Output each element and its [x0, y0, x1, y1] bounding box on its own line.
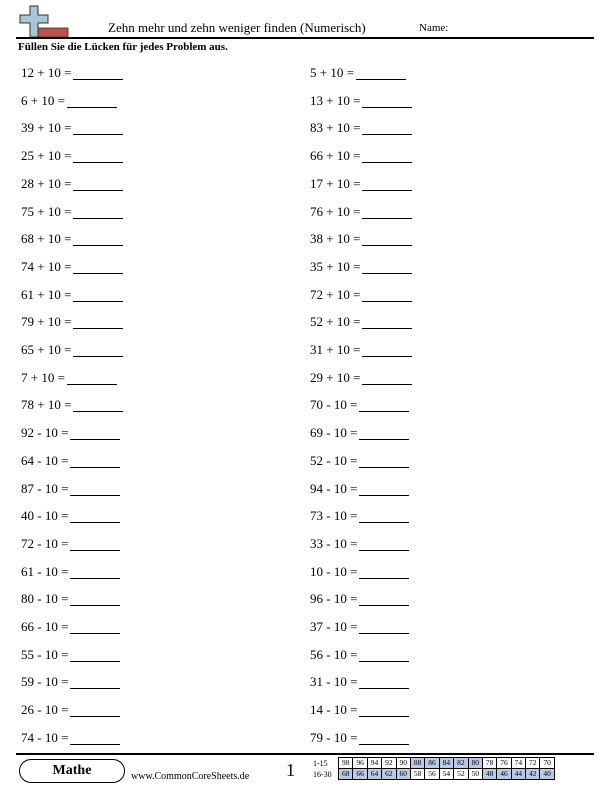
answer-blank[interactable] — [362, 343, 412, 357]
problem-equation: 7 + 10 = — [21, 369, 65, 385]
answer-blank[interactable] — [356, 66, 406, 80]
answer-blank[interactable] — [70, 537, 120, 551]
answer-blank[interactable] — [362, 315, 412, 329]
problem-equation: 39 + 10 = — [21, 120, 72, 136]
score-cell: 76 — [497, 758, 511, 769]
problem-item — [21, 426, 120, 440]
problem-item — [21, 149, 123, 163]
problem-equation: 29 + 10 = — [310, 369, 361, 385]
problem-item — [310, 260, 412, 274]
problem-item — [21, 675, 120, 689]
score-cell: 80 — [468, 758, 482, 769]
problem-equation: 61 - 10 = — [21, 563, 69, 579]
problem-equation: 68 + 10 = — [21, 231, 72, 247]
problem-item — [310, 149, 412, 163]
answer-blank[interactable] — [362, 371, 412, 385]
problem-equation: 75 + 10 = — [21, 203, 72, 219]
problem-equation: 17 + 10 = — [310, 175, 361, 191]
problem-item — [21, 260, 123, 274]
problem-equation: 87 - 10 = — [21, 480, 69, 496]
answer-blank[interactable] — [359, 731, 409, 745]
score-cell: 42 — [526, 769, 540, 780]
problem-equation: 25 + 10 = — [21, 148, 72, 164]
problem-item — [310, 232, 412, 246]
score-cell: 96 — [353, 758, 367, 769]
answer-blank[interactable] — [70, 592, 120, 606]
problem-item — [21, 94, 117, 108]
answer-blank[interactable] — [73, 205, 123, 219]
problem-equation: 92 - 10 = — [21, 425, 69, 441]
worksheet-title: Zehn mehr und zehn weniger finden (Numerisch) — [108, 20, 366, 35]
answer-blank[interactable] — [362, 288, 412, 302]
problem-equation: 61 + 10 = — [21, 286, 72, 302]
answer-blank[interactable] — [362, 260, 412, 274]
problem-item — [310, 371, 412, 385]
problem-equation: 76 + 10 = — [310, 203, 361, 219]
problem-equation: 26 - 10 = — [21, 702, 69, 718]
problem-item — [310, 482, 409, 496]
score-cell: 62 — [382, 769, 396, 780]
problem-item — [310, 398, 409, 412]
score-cell: 46 — [497, 769, 511, 780]
score-cell: 64 — [367, 769, 381, 780]
score-cell: 50 — [468, 769, 482, 780]
problem-equation: 28 + 10 = — [21, 175, 72, 191]
score-cell: 60 — [396, 769, 410, 780]
problem-item — [21, 454, 120, 468]
problem-item — [310, 315, 412, 329]
problem-equation: 94 - 10 = — [310, 480, 358, 496]
answer-blank[interactable] — [359, 620, 409, 634]
problem-equation: 10 - 10 = — [310, 563, 358, 579]
problem-item — [21, 537, 120, 551]
answer-blank[interactable] — [73, 260, 123, 274]
problem-equation: 72 + 10 = — [310, 286, 361, 302]
score-cell: 56 — [425, 769, 439, 780]
answer-blank[interactable] — [359, 703, 409, 717]
answer-blank[interactable] — [362, 205, 412, 219]
problem-item — [310, 703, 409, 717]
answer-blank[interactable] — [73, 66, 123, 80]
problem-equation: 35 + 10 = — [310, 258, 361, 274]
answer-blank[interactable] — [70, 509, 120, 523]
answer-blank[interactable] — [362, 149, 412, 163]
problem-item — [21, 592, 120, 606]
site-url: www.CommonCoreSheets.de — [131, 771, 250, 782]
problem-equation: 38 + 10 = — [310, 231, 361, 247]
answer-blank[interactable] — [67, 371, 117, 385]
answer-blank[interactable] — [359, 592, 409, 606]
problem-equation: 78 + 10 = — [21, 397, 72, 413]
score-cell: 54 — [439, 769, 453, 780]
answer-blank[interactable] — [359, 565, 409, 579]
problem-item — [21, 66, 123, 80]
name-label: Name: — [419, 22, 449, 34]
score-cell: 48 — [482, 769, 496, 780]
problem-item — [310, 426, 409, 440]
score-key-row — [339, 758, 555, 769]
problem-item — [21, 205, 123, 219]
problem-item — [310, 537, 409, 551]
problem-item — [21, 288, 123, 302]
problem-item — [310, 66, 406, 80]
problem-equation: 52 + 10 = — [310, 314, 361, 330]
answer-blank[interactable] — [73, 232, 123, 246]
problem-equation: 31 + 10 = — [310, 342, 361, 357]
score-cell: 40 — [540, 769, 554, 780]
problem-item — [21, 343, 123, 357]
problem-equation: 55 - 10 = — [21, 646, 69, 662]
problem-item — [310, 288, 412, 302]
problem-equation: 33 - 10 = — [310, 535, 358, 551]
problem-equation: 72 - 10 = — [21, 535, 69, 551]
score-range-1: 1-15 — [313, 759, 328, 768]
problem-equation: 14 - 10 = — [310, 702, 358, 718]
problem-item — [21, 703, 120, 717]
answer-blank[interactable] — [70, 426, 120, 440]
answer-blank[interactable] — [359, 454, 409, 468]
footer-divider — [16, 753, 594, 755]
problem-item — [21, 565, 120, 579]
page-number: 1 — [286, 760, 295, 780]
problem-equation: 69 - 10 = — [310, 425, 358, 441]
answer-blank[interactable] — [359, 509, 409, 523]
score-cell: 84 — [439, 758, 453, 769]
answer-blank[interactable] — [362, 232, 412, 246]
score-cell: 66 — [353, 769, 367, 780]
problem-equation: 73 - 10 = — [310, 508, 358, 524]
problem-equation: 52 - 10 = — [310, 452, 358, 468]
problem-equation: 31 - 10 = — [310, 674, 358, 690]
problem-item — [21, 509, 120, 523]
answer-blank[interactable] — [70, 454, 120, 468]
problem-equation: 56 - 10 = — [310, 646, 358, 662]
problem-equation: 6 + 10 = — [21, 92, 65, 108]
answer-blank[interactable] — [73, 177, 123, 191]
answer-blank[interactable] — [70, 675, 120, 689]
problem-equation: 66 - 10 = — [21, 619, 69, 634]
score-range-2: 16-30 — [313, 770, 332, 779]
score-cell: 82 — [454, 758, 468, 769]
answer-blank[interactable] — [73, 149, 123, 163]
problem-item — [310, 454, 409, 468]
answer-blank[interactable] — [73, 315, 123, 329]
answer-blank[interactable] — [70, 703, 120, 717]
score-cell: 72 — [526, 758, 540, 769]
problem-equation: 5 + 10 = — [310, 65, 354, 80]
score-cell: 90 — [396, 758, 410, 769]
answer-blank[interactable] — [362, 94, 412, 108]
problem-equation: 79 - 10 = — [310, 729, 358, 745]
problem-equation: 12 + 10 = — [21, 65, 72, 80]
answer-blank[interactable] — [359, 537, 409, 551]
score-cell: 70 — [540, 758, 554, 769]
problem-item — [310, 565, 409, 579]
answer-blank[interactable] — [70, 731, 120, 745]
problem-item — [310, 648, 409, 662]
problem-item — [310, 121, 412, 135]
problem-item — [310, 94, 412, 108]
score-key-labels — [313, 758, 332, 780]
problem-item — [310, 731, 409, 745]
problem-item — [21, 371, 117, 385]
answer-blank[interactable] — [359, 398, 409, 412]
problem-item — [310, 177, 412, 191]
answer-blank[interactable] — [359, 675, 409, 689]
problem-equation: 74 - 10 = — [21, 729, 69, 745]
score-cell: 52 — [454, 769, 468, 780]
problem-equation: 66 + 10 = — [310, 148, 361, 164]
score-cell: 44 — [511, 769, 525, 780]
answer-blank[interactable] — [73, 288, 123, 302]
problem-item — [310, 205, 412, 219]
score-key-row — [339, 769, 555, 780]
answer-blank[interactable] — [362, 121, 412, 135]
problem-equation: 80 - 10 = — [21, 591, 69, 607]
answer-blank[interactable] — [359, 482, 409, 496]
instructions: Füllen Sie die Lücken für jedes Problem aus. — [18, 41, 228, 53]
answer-blank[interactable] — [73, 121, 123, 135]
problem-item — [310, 620, 409, 634]
score-cell: 68 — [339, 769, 353, 780]
problem-item — [21, 121, 123, 135]
answer-blank[interactable] — [359, 648, 409, 662]
subject-badge: Mathe — [19, 759, 125, 783]
problem-item — [310, 592, 409, 606]
problem-equation: 40 - 10 = — [21, 508, 69, 524]
score-cell: 92 — [382, 758, 396, 769]
answer-blank[interactable] — [73, 398, 123, 412]
answer-blank[interactable] — [70, 648, 120, 662]
score-key-table — [338, 757, 555, 780]
problem-equation: 83 + 10 = — [310, 120, 361, 136]
problem-equation: 65 + 10 = — [21, 342, 72, 357]
answer-blank[interactable] — [70, 620, 120, 634]
answer-blank[interactable] — [70, 482, 120, 496]
problem-item — [21, 315, 123, 329]
answer-blank[interactable] — [70, 565, 120, 579]
score-cell: 58 — [410, 769, 424, 780]
problem-item — [21, 177, 123, 191]
problem-equation: 96 - 10 = — [310, 591, 358, 607]
problem-equation: 74 + 10 = — [21, 258, 72, 274]
score-cell: 78 — [482, 758, 496, 769]
score-cell: 86 — [425, 758, 439, 769]
problem-item — [310, 675, 409, 689]
problem-item — [21, 620, 120, 634]
answer-blank[interactable] — [359, 426, 409, 440]
score-cell: 94 — [367, 758, 381, 769]
score-cell: 88 — [410, 758, 424, 769]
problem-item — [310, 343, 412, 357]
problem-equation: 37 - 10 = — [310, 619, 358, 634]
problem-equation: 59 - 10 = — [21, 674, 69, 690]
answer-blank[interactable] — [73, 343, 123, 357]
problem-equation: 79 + 10 = — [21, 314, 72, 330]
problem-equation: 13 + 10 = — [310, 92, 361, 108]
score-cell: 98 — [339, 758, 353, 769]
problem-equation: 64 - 10 = — [21, 452, 69, 468]
score-cell: 74 — [511, 758, 525, 769]
problem-item — [21, 232, 123, 246]
problem-item — [310, 509, 409, 523]
problem-equation: 70 - 10 = — [310, 397, 358, 413]
problem-item — [21, 398, 123, 412]
answer-blank[interactable] — [362, 177, 412, 191]
problem-item — [21, 648, 120, 662]
answer-blank[interactable] — [67, 94, 117, 108]
problem-item — [21, 731, 120, 745]
problem-item — [21, 482, 120, 496]
